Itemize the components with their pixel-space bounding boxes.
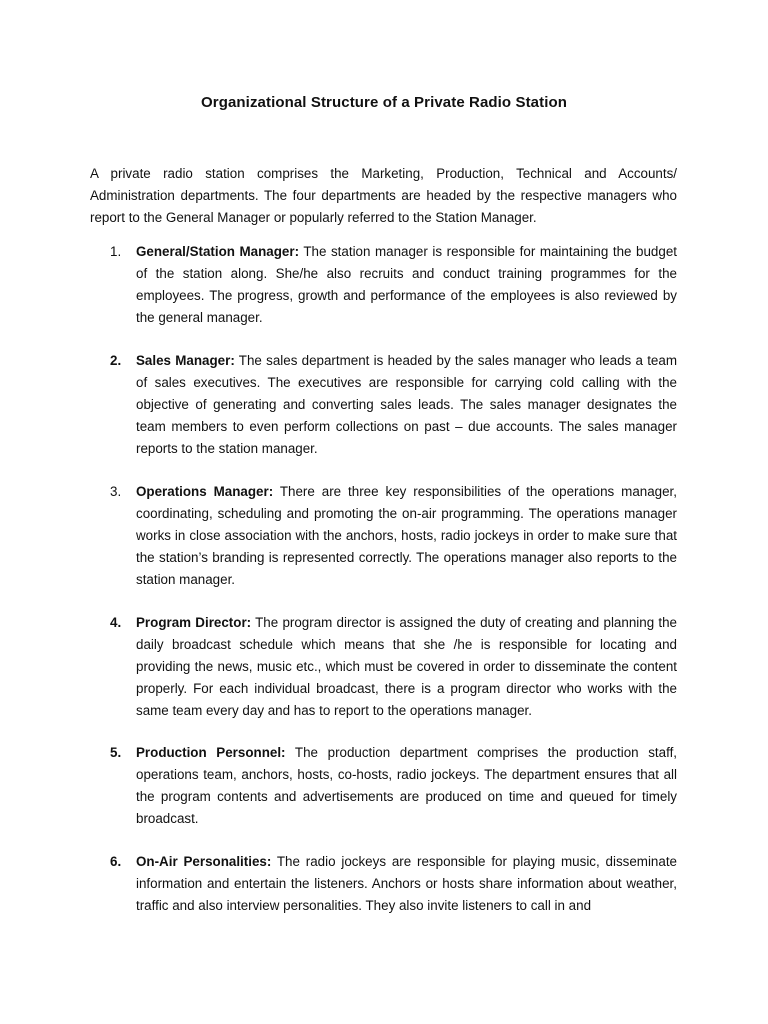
list-item-number: 4.: [110, 615, 122, 630]
list-item-heading: Sales Manager:: [136, 353, 235, 368]
list-item-heading: General/Station Manager:: [136, 244, 300, 259]
list-item-number: 5.: [110, 745, 122, 760]
intro-paragraph: A private radio station comprises the Marketing, Production, Technical and Accounts/ Administration departments. The four departments are headed by the respective managers who report to the General Manager or popularly referred to the Station Manager.: [90, 166, 677, 225]
document-title: Organizational Structure of a Private Radio Station: [201, 94, 567, 111]
list-item-text: The sales department is headed by the sales manager who leads a team of sales executives. The executives are responsible for carrying cold calling with the objective of generating and converting sales leads. The sales manager designates the team members to even perform collections on past – due accounts. The sales manager reports to the station manager.: [136, 353, 677, 456]
list-item-number: 6.: [110, 854, 122, 869]
list-item-heading: Operations Manager:: [136, 484, 274, 499]
list-item-text: The station manager is responsible for maintaining the budget of the station along. She/he also recruits and conduct training programmes for the employees. The progress, growth and performance of the employees is also reviewed by the general manager.: [136, 244, 677, 325]
list-item-text: There are three key responsibilities of the operations manager, coordinating, scheduling and promoting the on-air programming. The operations manager works in close association with the anchors, hosts, radio jockeys in order to make sure that the station’s branding is represented correctly. The operations manager also reports to the station manager.: [136, 484, 678, 587]
list-item-number: 3.: [110, 484, 122, 499]
list-item-text: The production department comprises the production staff, operations team, anchors, hosts, co-hosts, radio jockeys. The department ensures that all the program contents and advertisements are produced on time and queued for timely broadcast.: [136, 745, 678, 826]
list-item-heading: Production Personnel:: [136, 745, 286, 760]
list-item-body: [136, 350, 677, 460]
list-item-body: [136, 612, 677, 722]
list-item-text: The program director is assigned the duty of creating and planning the daily broadcast schedule which means that she /he is responsible for locating and providing the news, music etc., which must be covered in order to disseminate the content properly. For each individual broadcast, there is a program director who works with the same team every day and has to report to the operations manager.: [136, 615, 677, 718]
list-item-heading: On-Air Personalities:: [136, 854, 272, 869]
list-item-text: The radio jockeys are responsible for playing music, disseminate information and entertain the listeners. Anchors or hosts share information about weather, traffic and also interview personalities. They also invite listeners to call in and: [136, 854, 677, 913]
list-item-number: 1.: [110, 244, 122, 259]
list-item-body: [136, 851, 677, 917]
list-item-body: [136, 481, 677, 591]
list-item-body: [136, 241, 677, 329]
list-item-heading: Program Director:: [136, 615, 252, 630]
list-item-body: [136, 742, 677, 830]
list-item-number: 2.: [110, 353, 122, 368]
